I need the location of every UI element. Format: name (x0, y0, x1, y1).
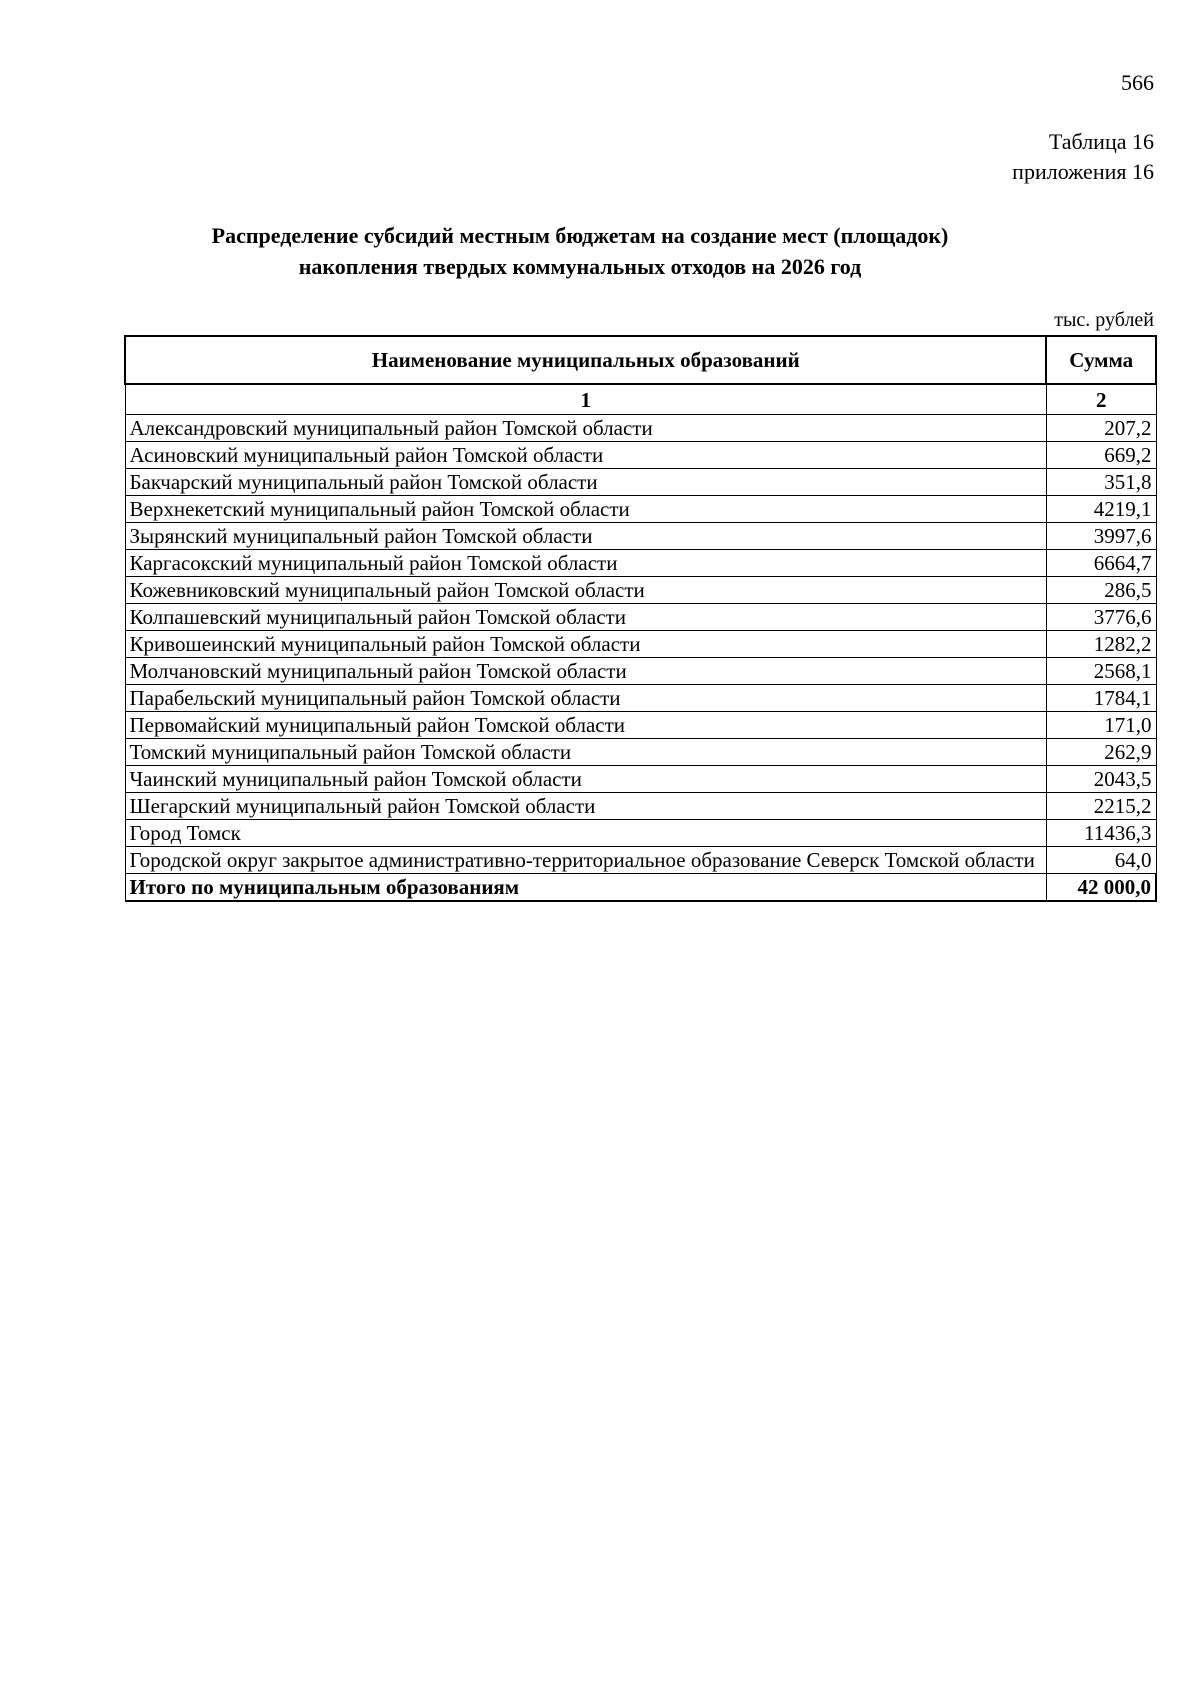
subsidy-amount: 3776,6 (1046, 604, 1156, 631)
units-label: тыс. рублей (1054, 309, 1154, 331)
title-line-2: накопления твердых коммунальных отходов на 2026 год (298, 254, 862, 279)
subsidy-amount: 2215,2 (1046, 793, 1156, 820)
subsidy-amount: 1784,1 (1046, 685, 1156, 712)
table-row (125, 685, 1156, 712)
municipality-name: Парабельский муниципальный район Томской области (125, 685, 1046, 712)
total-label: Итого по муниципальным образованиям (125, 874, 1046, 902)
table-row (125, 766, 1156, 793)
municipality-name: Каргасокский муниципальный район Томской области (125, 550, 1046, 577)
municipality-name: Город Томск (125, 820, 1046, 847)
table-ref-line-2: приложения 16 (1012, 159, 1154, 184)
subsidy-amount: 64,0 (1046, 847, 1156, 874)
municipality-name: Бакчарский муниципальный район Томской области (125, 469, 1046, 496)
subsidy-table (124, 335, 1157, 902)
table-row (125, 442, 1156, 469)
subsidy-amount: 2043,5 (1046, 766, 1156, 793)
table-header-row (125, 336, 1156, 384)
municipality-name: Шегарский муниципальный район Томской области (125, 793, 1046, 820)
table-reference (1012, 127, 1154, 187)
subsidy-amount: 207,2 (1046, 415, 1156, 442)
table-row (125, 577, 1156, 604)
table-row (125, 793, 1156, 820)
subsidy-amount: 669,2 (1046, 442, 1156, 469)
municipality-name: Кожевниковский муниципальный район Томской области (125, 577, 1046, 604)
column-number-row (125, 384, 1156, 415)
page-number: 566 (1121, 70, 1154, 95)
table-row (125, 523, 1156, 550)
table-ref-line-1: Таблица 16 (1048, 129, 1154, 154)
table-row (125, 496, 1156, 523)
document-title (0, 220, 1160, 282)
municipality-name: Асиновский муниципальный район Томской области (125, 442, 1046, 469)
subsidy-amount: 262,9 (1046, 739, 1156, 766)
table-row (125, 550, 1156, 577)
total-amount: 42 000,0 (1046, 874, 1156, 902)
table-row (125, 604, 1156, 631)
column-number-2: 2 (1046, 384, 1156, 415)
table-row (125, 820, 1156, 847)
subsidy-amount: 2568,1 (1046, 658, 1156, 685)
header-name: Наименование муниципальных образований (125, 336, 1046, 384)
table-row (125, 712, 1156, 739)
table-row (125, 847, 1156, 874)
subsidy-amount: 351,8 (1046, 469, 1156, 496)
subsidy-amount: 286,5 (1046, 577, 1156, 604)
table-row (125, 631, 1156, 658)
table-row (125, 739, 1156, 766)
municipality-name: Колпашевский муниципальный район Томской области (125, 604, 1046, 631)
title-line-1: Распределение субсидий местным бюджетам на создание мест (площадок) (211, 223, 949, 248)
municipality-name: Городской округ закрытое административно-территориальное образование Северск Томской области (125, 847, 1046, 874)
municipality-name: Верхнекетский муниципальный район Томской области (125, 496, 1046, 523)
subsidy-amount: 11436,3 (1046, 820, 1156, 847)
total-row (125, 874, 1156, 902)
municipality-name: Кривошеинский муниципальный район Томской области (125, 631, 1046, 658)
municipality-name: Зырянский муниципальный район Томской области (125, 523, 1046, 550)
municipality-name: Чаинский муниципальный район Томской области (125, 766, 1046, 793)
subsidy-amount: 171,0 (1046, 712, 1156, 739)
municipality-name: Первомайский муниципальный район Томской области (125, 712, 1046, 739)
table-row (125, 658, 1156, 685)
table-row (125, 469, 1156, 496)
subsidy-amount: 3997,6 (1046, 523, 1156, 550)
header-sum: Сумма (1046, 336, 1156, 384)
municipality-name: Молчановский муниципальный район Томской области (125, 658, 1046, 685)
subsidy-amount: 6664,7 (1046, 550, 1156, 577)
column-number-1: 1 (125, 384, 1046, 415)
table-row (125, 415, 1156, 442)
municipality-name: Александровский муниципальный район Томской области (125, 415, 1046, 442)
subsidy-amount: 1282,2 (1046, 631, 1156, 658)
subsidy-amount: 4219,1 (1046, 496, 1156, 523)
municipality-name: Томский муниципальный район Томской области (125, 739, 1046, 766)
